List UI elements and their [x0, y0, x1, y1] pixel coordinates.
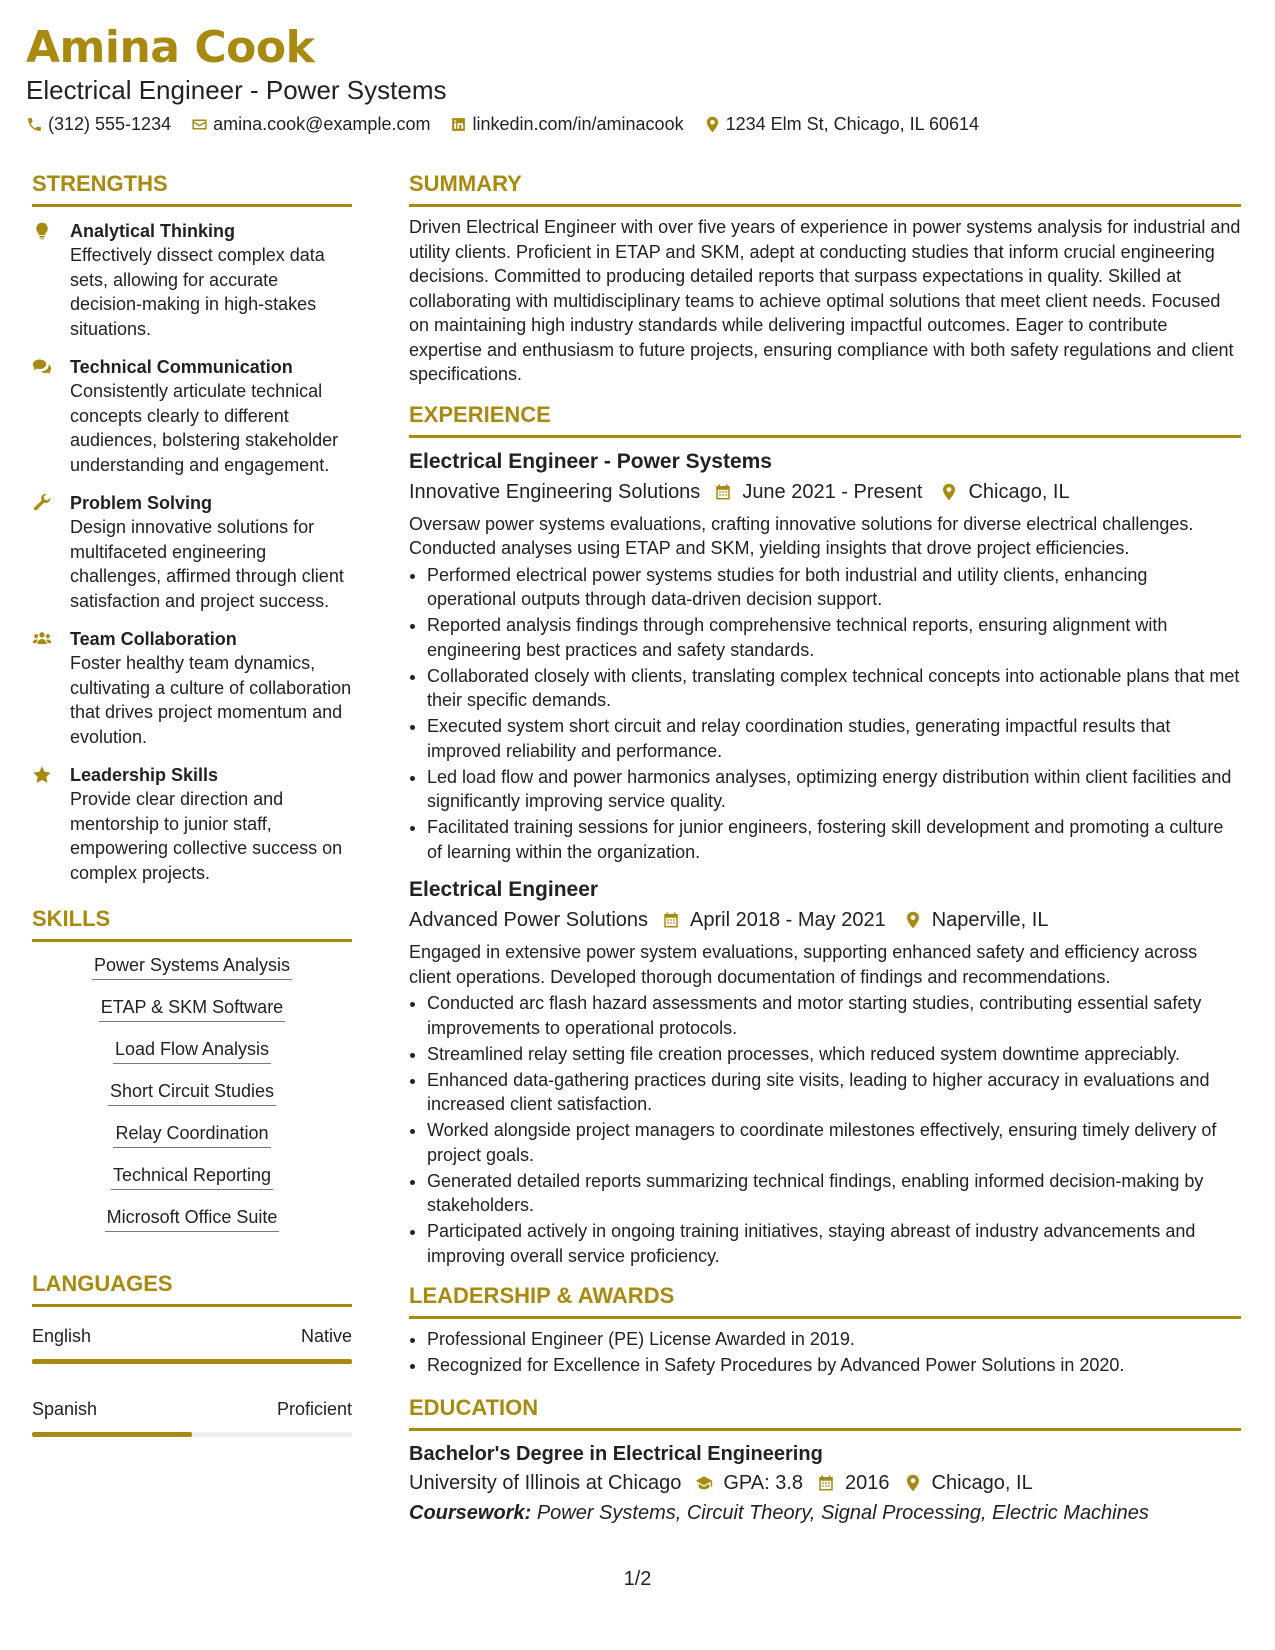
award-item: • Professional Engineer (PE) License Awarded in 2019. — [427, 1327, 1241, 1352]
contact-phone[interactable] — [26, 114, 171, 135]
job-title: Electrical Engineer — [409, 878, 599, 901]
job-bullet: • Reported analysis findings through comprehensive technical reports, ensuring alignment with engineering best practices and safety standards. — [427, 613, 1241, 662]
coursework-text: Power Systems, Circuit Theory, Signal Processing, Electric Machines — [536, 1501, 1149, 1524]
map-pin-icon — [940, 483, 958, 501]
skill-item: Power Systems Analysis — [32, 954, 352, 980]
section-divider — [409, 1316, 1241, 1319]
section-divider — [32, 939, 352, 942]
phone-icon — [26, 116, 43, 133]
job-bullet: • Worked alongside project managers to coordinate milestones effectively, ensuring timely delivery of project goals. — [427, 1118, 1241, 1167]
map-pin-icon — [904, 1474, 922, 1492]
strength-title: Team Collaboration — [70, 629, 237, 649]
section-divider — [32, 1304, 352, 1307]
job-meta — [409, 478, 1241, 506]
language-name: English — [32, 1326, 92, 1346]
calendar-icon — [817, 1474, 835, 1492]
lightbulb-icon — [32, 221, 52, 241]
skill-item: Load Flow Analysis — [32, 1038, 352, 1064]
job-bullet: • Performed electrical power systems studies for both industrial and utility clients, enhancing operational outputs through data-driven decision support. — [427, 563, 1241, 612]
job-bullet: • Participated actively in ongoing training initiatives, staying abreast of industry advancements and improving overall service proficiency. — [427, 1219, 1241, 1268]
job-bullet: • Streamlined relay setting file creation processes, which reduced system downtime appreciably. — [427, 1042, 1241, 1067]
skills-heading: SKILLS — [32, 906, 111, 931]
skill-item: Microsoft Office Suite — [32, 1206, 352, 1232]
skill-item: ETAP & SKM Software — [32, 996, 352, 1022]
language-item — [32, 1325, 352, 1364]
language-item — [32, 1398, 352, 1437]
strength-desc: Consistently articulate technical concepts clearly to different audiences, bolstering stakeholder understanding and engagement. — [70, 381, 339, 475]
education-year: 2016 — [845, 1471, 890, 1494]
skill-item: Relay Coordination — [32, 1122, 352, 1148]
awards-list — [409, 1327, 1241, 1378]
education-meta — [409, 1469, 1241, 1497]
education-location: Chicago, IL — [931, 1471, 1033, 1494]
strength-title: Leadership Skills — [70, 765, 219, 785]
page-number: 1/2 — [623, 1568, 652, 1590]
candidate-name: Amina Cook — [26, 22, 315, 73]
education-school: University of Illinois at Chicago — [409, 1471, 682, 1494]
language-bar-fill — [32, 1359, 352, 1364]
job-bullet: • Conducted arc flash hazard assessments and motor starting studies, contributing essential safety improvements to operational protocols. — [427, 991, 1241, 1040]
section-divider — [409, 435, 1241, 438]
job-company: Innovative Engineering Solutions — [409, 480, 701, 503]
job-bullet: • Collaborated closely with clients, translating complex technical concepts into actionable plans that met their specific demands. — [427, 664, 1241, 713]
right-column — [409, 170, 1241, 1527]
job-meta — [409, 906, 1241, 934]
strength-desc: Design innovative solutions for multifaceted engineering challenges, affirmed through client satisfaction and project success. — [70, 517, 344, 611]
strengths-heading: STRENGTHS — [32, 171, 168, 196]
job-bullets — [409, 991, 1241, 1268]
awards-heading: LEADERSHIP & AWARDS — [409, 1283, 675, 1308]
job-entry — [409, 448, 1241, 865]
coursework-label: Coursework: — [409, 1501, 532, 1524]
comments-icon — [32, 357, 52, 377]
section-divider — [409, 1428, 1241, 1431]
strength-item — [32, 219, 352, 341]
education-degree: Bachelor's Degree in Electrical Engineering — [409, 1442, 823, 1465]
email-text: amina.cook@example.com — [213, 114, 431, 134]
strength-item — [32, 491, 352, 613]
job-bullet: • Led load flow and power harmonics analyses, optimizing energy distribution within client facilities and significantly improving service quality. — [427, 765, 1241, 814]
job-location: Naperville, IL — [931, 909, 1049, 931]
education-gpa: GPA: 3.8 — [723, 1471, 804, 1494]
language-name: Spanish — [32, 1399, 98, 1419]
contact-email[interactable] — [191, 114, 430, 135]
job-entry — [409, 876, 1241, 1268]
strength-desc: Foster healthy team dynamics, cultivating a culture of collaboration that drives project momentum and evolution. — [70, 653, 352, 747]
languages-heading: LANGUAGES — [32, 1271, 173, 1296]
resume-header — [26, 22, 1246, 135]
language-level: Native — [300, 1326, 352, 1346]
graduation-cap-icon — [695, 1474, 713, 1492]
strength-title: Problem Solving — [70, 493, 213, 513]
strength-item — [32, 355, 352, 477]
job-location: Chicago, IL — [968, 480, 1070, 503]
education-heading: EDUCATION — [409, 1394, 539, 1420]
job-description: Engaged in extensive power system evaluations, supporting enhanced safety and efficiency across client operations. Developed thorough documentation of findings and recommendations. — [409, 942, 1198, 987]
section-divider — [32, 204, 352, 207]
map-pin-icon — [704, 116, 721, 133]
education-coursework — [409, 1499, 1241, 1527]
language-bar — [32, 1432, 352, 1437]
linkedin-icon — [450, 116, 467, 133]
wrench-icon — [32, 493, 52, 513]
job-bullet: • Facilitated training sessions for junior engineers, fostering skill development and promoting a culture of learning within the organization. — [427, 815, 1241, 864]
experience-heading: EXPERIENCE — [409, 401, 551, 427]
contact-address — [704, 114, 980, 135]
calendar-icon — [662, 911, 680, 929]
address-text: 1234 Elm St, Chicago, IL 60614 — [725, 114, 980, 134]
strength-item — [32, 763, 352, 885]
envelope-icon — [191, 116, 208, 133]
job-bullet: • Executed system short circuit and relay coordination studies, generating impactful results that improved reliability and performance. — [427, 714, 1241, 763]
section-divider — [409, 204, 1241, 207]
skill-item: Short Circuit Studies — [32, 1080, 352, 1106]
left-column — [32, 170, 352, 1437]
map-pin-icon — [904, 911, 922, 929]
candidate-title: Electrical Engineer - Power Systems — [26, 75, 447, 105]
contact-linkedin[interactable] — [450, 114, 683, 135]
contact-row — [26, 114, 1246, 135]
job-company: Advanced Power Solutions — [409, 909, 649, 931]
language-bar — [32, 1359, 352, 1364]
job-bullet: • Enhanced data-gathering practices during site visits, leading to higher accuracy in evaluations and increased client satisfaction. — [427, 1068, 1241, 1117]
linkedin-text: linkedin.com/in/aminacook — [472, 114, 684, 134]
job-title: Electrical Engineer - Power Systems — [409, 449, 772, 473]
strength-desc: Provide clear direction and mentorship to junior staff, empowering collective success on complex projects. — [70, 789, 343, 883]
award-item: • Recognized for Excellence in Safety Procedures by Advanced Power Solutions in 2020. — [427, 1353, 1241, 1378]
language-level: Proficient — [276, 1399, 352, 1419]
skills-list — [32, 954, 352, 1232]
users-icon — [32, 629, 52, 649]
phone-text: (312) 555-1234 — [48, 114, 172, 134]
strength-title: Analytical Thinking — [70, 221, 236, 241]
job-description: Oversaw power systems evaluations, crafting innovative solutions for diverse electrical challenges. Conducted analyses using ETAP and SKM, yielding insights that drove project efficiencies. — [409, 513, 1194, 558]
skill-item: Technical Reporting — [32, 1164, 352, 1190]
job-bullets — [409, 563, 1241, 865]
language-bar-fill — [32, 1432, 192, 1437]
star-icon — [32, 765, 52, 785]
calendar-icon — [714, 483, 732, 501]
strength-title: Technical Communication — [70, 357, 293, 377]
job-bullet: • Generated detailed reports summarizing technical findings, enabling informed decision-making by stakeholders. — [427, 1169, 1241, 1218]
strength-item — [32, 627, 352, 749]
strength-desc: Effectively dissect complex data sets, allowing for accurate decision-making in high-stakes situations. — [70, 245, 325, 339]
summary-heading: SUMMARY — [409, 171, 522, 196]
job-dates: April 2018 - May 2021 — [690, 909, 886, 931]
summary-text: Driven Electrical Engineer with over five years of experience in power systems analysis for industrial and utility clients. Proficient in ETAP and SKM, adept at conducting studies that inform crucial engineering decisions. Committed to producing detailed reports that surpass expectations in quality. Skilled at collaborating with multidisciplinary teams to achieve optimal solutions that meet client needs. Focused on maintaining high industry standards while delivering impactful outcomes. Eager to contribute expertise and enthusiasm to future projects, ensuring compliance with both safety regulations and client specifications. — [409, 217, 1241, 384]
job-dates: June 2021 - Present — [742, 480, 923, 503]
